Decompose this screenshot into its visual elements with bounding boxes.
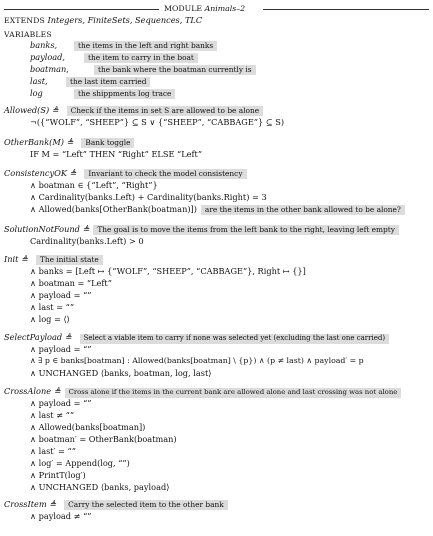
init-conjunct: ∧ banks = [Left ↦ {“WOLF”, “SHEEP”, “CABBAGE”}, Right ↦ {}] <box>30 266 306 276</box>
variable-comment: the item to carry in the boat <box>84 53 198 63</box>
definition-comment: Select a viable item to carry if none was selected yet (excluding the last one carried) <box>80 334 390 344</box>
variable-comment: the bank where the boatman currently is <box>94 65 256 75</box>
definition-head: SelectPayload ≜ <box>4 332 72 342</box>
extends-modules: Integers, FiniteSets, Sequences, TLC <box>47 15 203 25</box>
cross-conjunct: ∧ payload = “” <box>30 398 92 408</box>
definition-comment: Cross alone if the items in the current bank are allowed alone and last crossing was not alone <box>65 388 402 398</box>
definition-crossitem <box>4 499 433 510</box>
definition-comment: Carry the selected item to the other bank <box>64 500 228 510</box>
module-name: Animals–2 <box>204 4 246 13</box>
definition-head: Init ≜ <box>4 254 28 264</box>
variable-list <box>30 40 256 100</box>
variable-comment: the last item carried <box>66 77 150 87</box>
variable-row <box>30 64 256 76</box>
definition-head: ConsistencyOK ≜ <box>4 168 77 178</box>
cross-conjunct: ∧ last ≠ “” <box>30 410 75 420</box>
consistency-conjunct: ∧ boatman ∈ {“Left”, “Right”} <box>30 180 158 190</box>
select-conjunct: ∧ UNCHANGED ⟨banks, boatman, log, last⟩ <box>30 368 212 378</box>
variables-keyword <box>4 29 433 40</box>
extends-keyword: EXTENDS <box>4 16 45 25</box>
init-conjunct: ∧ log = ⟨⟩ <box>30 314 70 324</box>
cross-conjunct: ∧ UNCHANGED ⟨banks, payload⟩ <box>30 482 170 492</box>
definition-otherbank <box>4 137 433 148</box>
allowed-body: ¬({“WOLF”, “SHEEP”} ⊆ S ∨ {“SHEEP”, “CABBAGE”} ⊆ S) <box>30 117 285 127</box>
variable-comment: the items in the left and right banks <box>74 41 217 51</box>
definition-head: OtherBank(M) ≜ <box>4 137 74 147</box>
variable-name: payload, <box>30 52 66 62</box>
definition-solution <box>4 224 433 235</box>
variable-row <box>30 76 256 88</box>
variable-comment: the shippments log trace <box>74 89 175 99</box>
variable-name: last, <box>30 76 48 86</box>
init-conjunct: ∧ boatman = “Left” <box>30 278 112 288</box>
definition-head: Allowed(S) ≜ <box>4 105 59 115</box>
definition-allowed <box>4 105 433 116</box>
init-conjunct: ∧ last = “” <box>30 302 75 312</box>
otherbank-body: IF M = “Left” THEN “Right” ELSE “Left” <box>30 149 203 159</box>
definition-comment: Check if the items in set S are allowed to be alone <box>67 106 264 116</box>
variable-row <box>30 40 256 52</box>
cross-conjunct: ∧ PrintT(log′) <box>30 470 86 480</box>
module-rule-left <box>4 9 159 10</box>
definition-init <box>4 254 433 265</box>
cross-conjunct: ∧ boatman′ = OtherBank(boatman) <box>30 434 177 444</box>
module-keyword: MODULE <box>164 4 203 13</box>
definition-head: CrossAlone ≜ <box>4 386 61 396</box>
consistency-conjunct: ∧ Cardinality(banks.Left) + Cardinality(banks.Right) = 3 <box>30 192 267 202</box>
definition-comment: The initial state <box>36 255 103 265</box>
conjunct-text: ∧ Allowed(banks[OtherBank(boatman)]) <box>30 204 197 214</box>
definition-comment: The goal is to move the items from the left bank to the right, leaving left empty <box>93 225 399 235</box>
variables-keyword-text: VARIABLES <box>4 30 52 39</box>
variable-name: banks, <box>30 40 58 50</box>
definition-comment: Bank toggle <box>81 138 134 148</box>
cross-conjunct: ∧ Allowed(banks[boatman]) <box>30 422 146 432</box>
consistency-conjunct-allowed <box>30 204 433 215</box>
definition-head: CrossItem ≜ <box>4 499 57 509</box>
definition-comment: are the items in the other bank allowed to be alone? <box>201 205 405 215</box>
solution-body: Cardinality(banks.Left) > 0 <box>30 236 144 246</box>
definition-consistency <box>4 168 433 179</box>
select-conjunct: ∧ ∃ p ∈ banks[boatman] : Allowed(banks[boatman] \ {p}) ∧ (p ≠ last) ∧ payload′ = p <box>30 356 364 365</box>
variable-row <box>30 52 256 64</box>
variable-name: log <box>30 88 43 98</box>
module-title <box>164 4 245 14</box>
definition-selectpayload <box>4 332 433 344</box>
crossitem-conjunct: ∧ payload ≠ “” <box>30 511 92 521</box>
extends-line <box>4 15 433 26</box>
select-conjunct: ∧ payload = “” <box>30 344 92 354</box>
definition-comment: Invariant to check the model consistency <box>84 169 246 179</box>
cross-conjunct: ∧ log′ = Append(log, “”) <box>30 458 130 468</box>
init-conjunct: ∧ payload = “” <box>30 290 92 300</box>
definition-head: SolutionNotFound ≜ <box>4 224 90 234</box>
variable-row <box>30 88 256 100</box>
variable-name: boatman, <box>30 64 69 74</box>
module-rule-right <box>263 9 429 10</box>
cross-conjunct: ∧ last′ = “” <box>30 446 76 456</box>
definition-crossalone <box>4 386 433 398</box>
